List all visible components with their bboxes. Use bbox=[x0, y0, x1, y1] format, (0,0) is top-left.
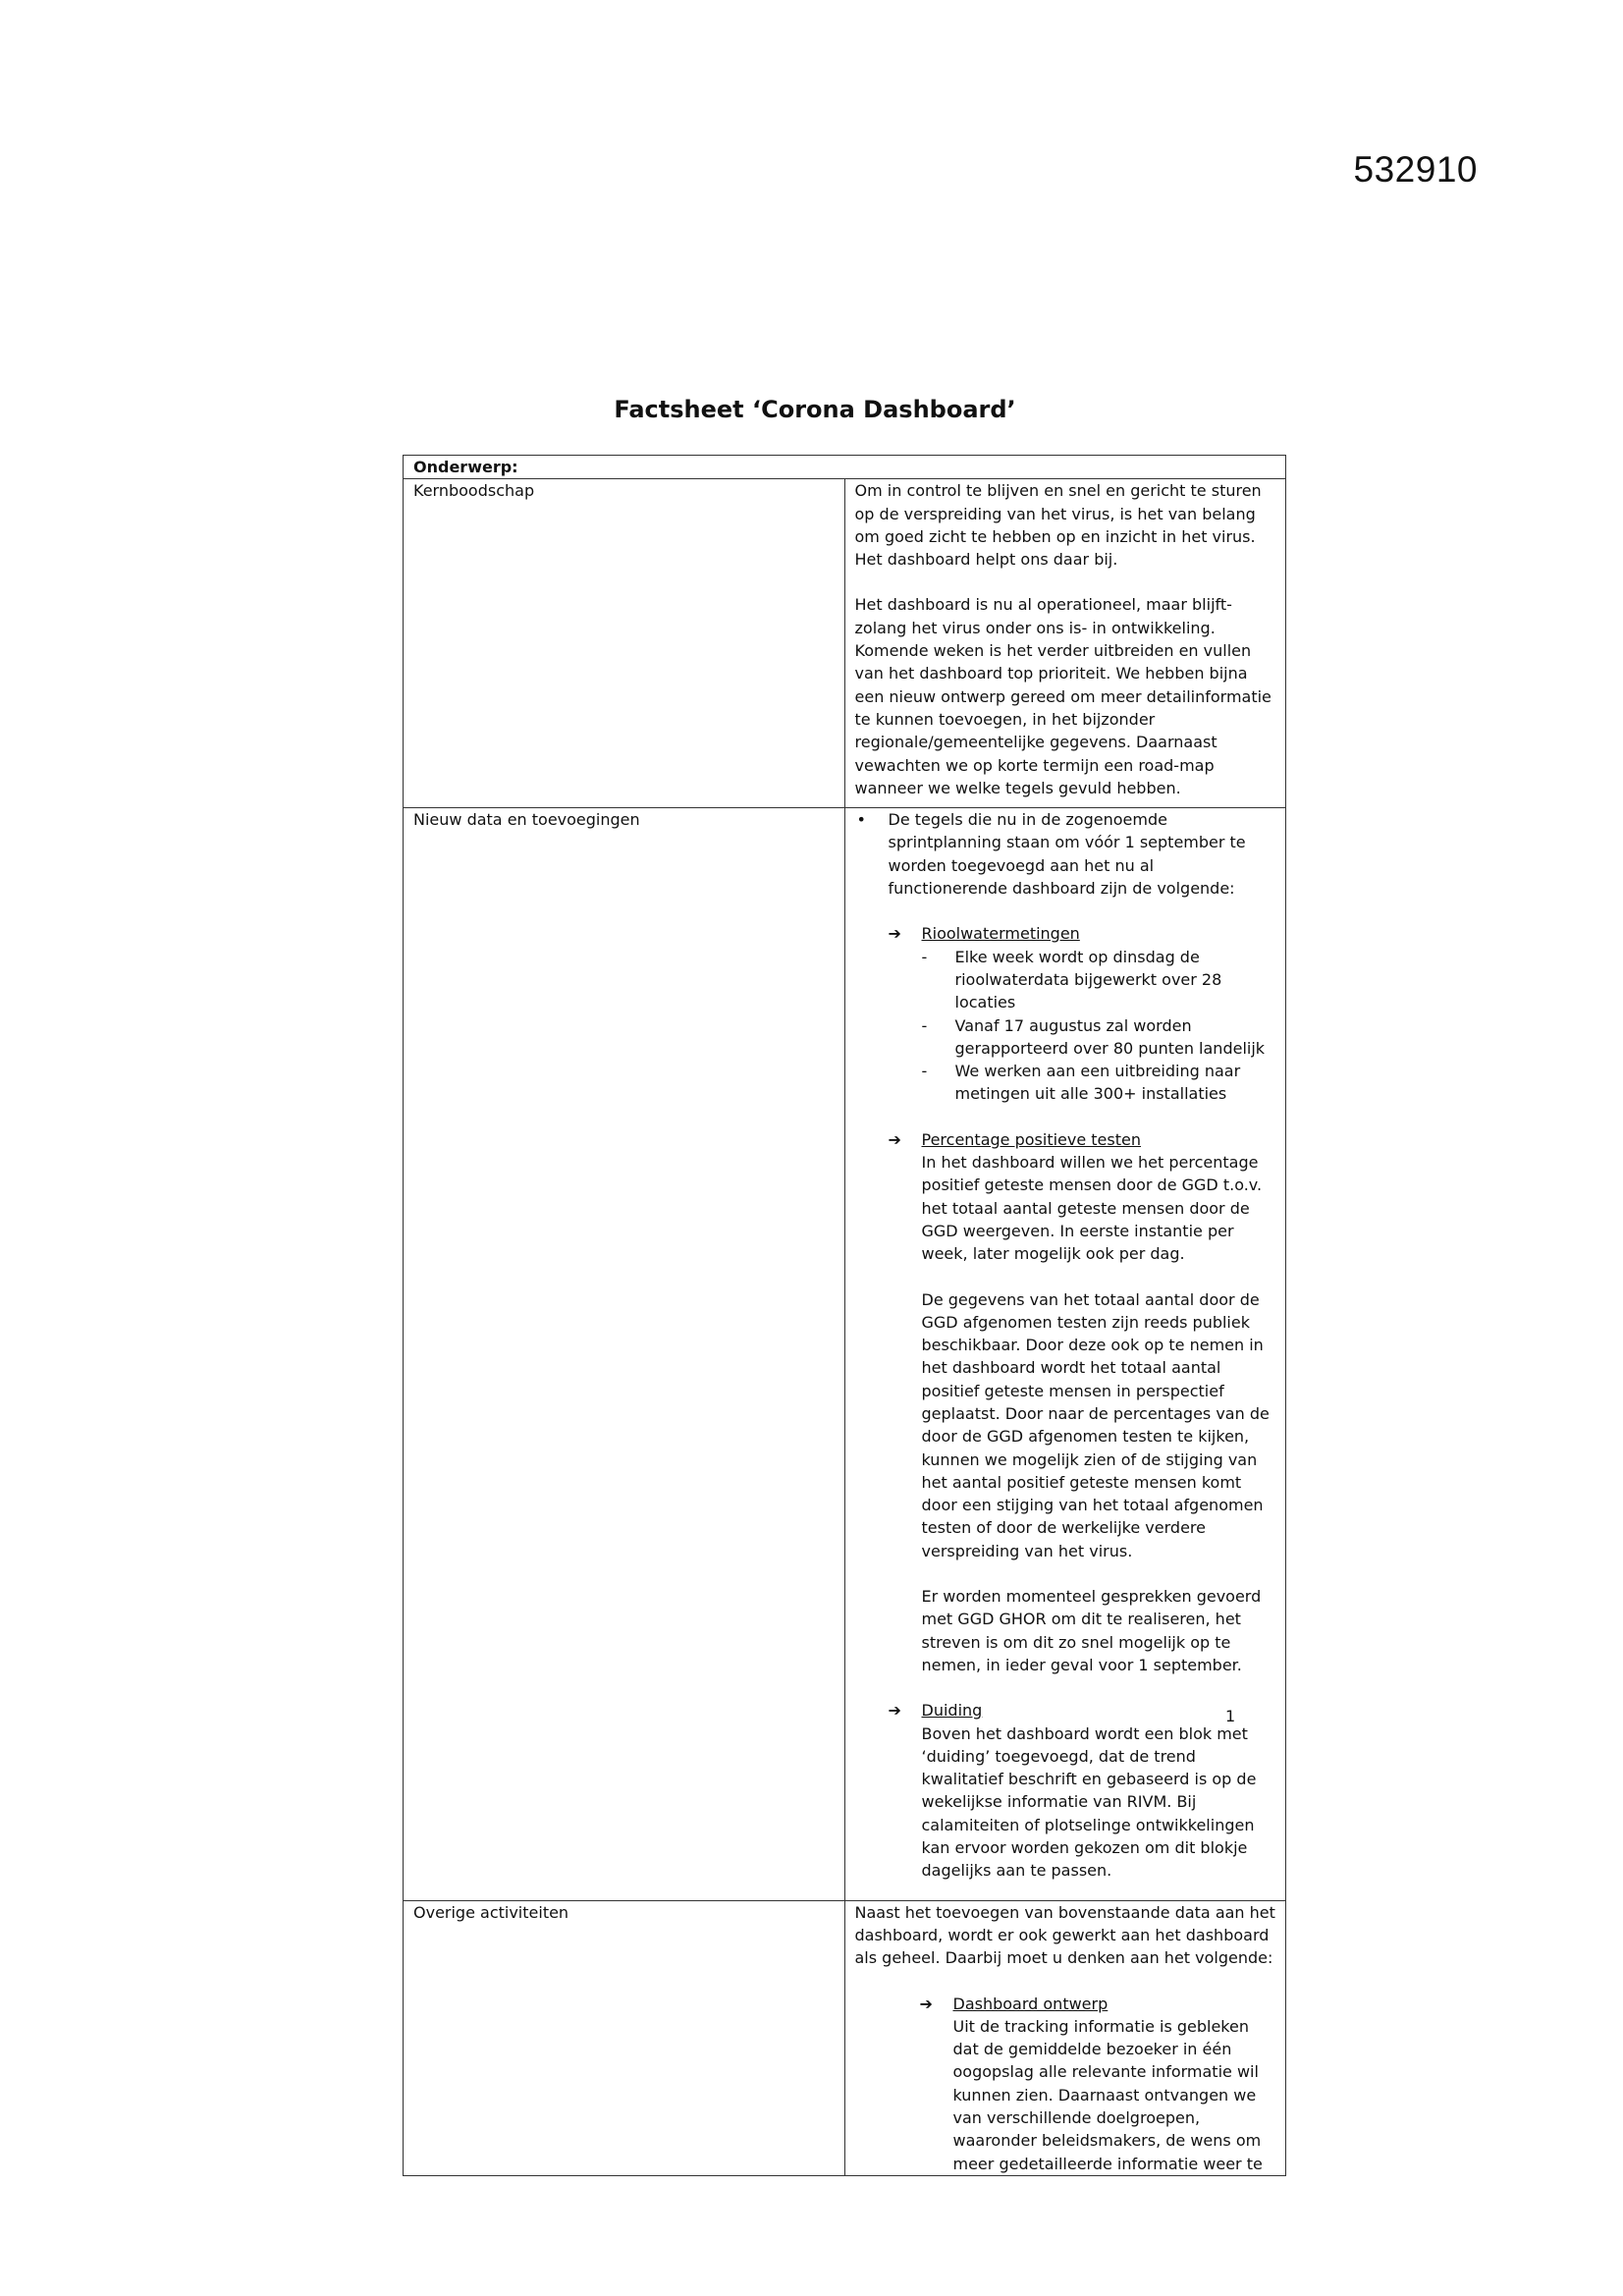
riool-item-1: Elke week wordt op dinsdag de rioolwaterdata bijgewerkt over 28 locaties bbox=[954, 947, 1222, 1012]
duiding-text: Boven het dashboard wordt een blok met ‘duiding’ toegevoegd, dat de trend kwalitatief beschrift en gebaseerd is op de wekelijkse informatie van RIVM. Bij calamiteiten of plotselinge ontwikkelingen kan ervoor worden gekozen om dit blokje dagelijks aan te passen. bbox=[921, 1723, 1257, 1881]
arrow-icon: ➔ bbox=[919, 1994, 933, 2013]
percentage-paragraph-3: Er worden momenteel gesprekken gevoerd met GGD GHOR om dit te realiseren, het streven is om dit zo snel mogelijk op te nemen, in ieder geval voor 1 september. bbox=[921, 1587, 1262, 1674]
arrow-icon: ➔ bbox=[888, 1129, 901, 1149]
table-row-nieuw bbox=[404, 808, 1286, 1900]
subject-header: Onderwerp: bbox=[404, 456, 1286, 479]
kernboodschap-paragraph-1: Om in control te blijven en snel en gericht te sturen op de verspreiding van het virus, is het van belang om goed zicht te hebben op en inzicht in het virus. Het dashboard helpt ons daar bij. bbox=[854, 481, 1262, 570]
bullet-icon: • bbox=[856, 810, 866, 830]
dash-icon: - bbox=[921, 947, 928, 966]
dash-icon: - bbox=[921, 1015, 928, 1035]
label-nieuw: Nieuw data en toevoegingen bbox=[404, 808, 845, 1900]
ontwerp-text: Uit de tracking informatie is gebleken dat de gemiddelde bezoeker in één oogopslag alle relevante informatie wil kunnen zien. Daarnaast ontvangen we van verschillende doelgroepen, waaronder beleidsmakers, de wens om meer gedetailleerde informatie weer te bbox=[952, 2016, 1263, 2173]
subject-row bbox=[404, 456, 1286, 479]
factsheet-table bbox=[403, 455, 1286, 2176]
bullet-item bbox=[855, 808, 1278, 900]
riool-item-3: We werken aan een uitbreiding naar metingen uit alle 300+ installaties bbox=[954, 1062, 1241, 1104]
percentage-paragraph-2: De gegevens van het totaal aantal door de GGD afgenomen testen zijn reeds publiek beschikbaar. Door deze ook op te nemen in het dashboard wordt het totaal aantal positief geteste mensen in perspectief geplaatst. Door naar de percentages van de door de GGD afgenomen testen te kijken, kunnen we mogelijk zien of de stijging van het aantal positief geteste mensen komt door een stijging van het totaal afgenomen testen of door de werkelijke verdere verspreiding van het virus. bbox=[921, 1289, 1270, 1560]
section-duiding bbox=[855, 1699, 1278, 1882]
table-row-kernboodschap bbox=[404, 479, 1286, 808]
dash-icon: - bbox=[921, 1062, 928, 1081]
percentage-paragraph-1: In het dashboard willen we het percentage positief geteste mensen door de GGD t.o.v. het totaal aantal geteste mensen door de GGD weergeven. In eerste instantie per week, later mogelijk ook per dag. bbox=[921, 1153, 1263, 1264]
section-percentage bbox=[855, 1128, 1278, 1677]
heading-percentage: Percentage positieve testen bbox=[921, 1129, 1141, 1149]
section-riool bbox=[855, 922, 1278, 1105]
arrow-icon: ➔ bbox=[888, 924, 901, 944]
list-item bbox=[922, 946, 1278, 1014]
document-number: 532910 bbox=[1353, 149, 1478, 190]
table-row-overige bbox=[404, 1900, 1286, 2175]
content-overige bbox=[844, 1900, 1286, 2175]
heading-riool: Rioolwatermetingen bbox=[921, 924, 1080, 944]
label-kernboodschap: Kernboodschap bbox=[404, 479, 845, 808]
heading-duiding: Duiding bbox=[921, 1701, 983, 1721]
list-item bbox=[922, 1014, 1278, 1061]
document-title: Factsheet ‘Corona Dashboard’ bbox=[614, 396, 1016, 423]
section-dashboard-ontwerp bbox=[855, 1993, 1278, 2175]
bullet-text: De tegels die nu in de zogenoemde sprintplanning staan om vóór 1 september te worden toegevoegd aan het nu al functionerende dashboard zijn de volgende: bbox=[888, 810, 1246, 899]
list-item bbox=[922, 1060, 1278, 1106]
page-number: 1 bbox=[1225, 1707, 1236, 1725]
overige-intro: Naast het toevoegen van bovenstaande data aan het dashboard, wordt er ook gewerkt aan het dashboard als geheel. Daarbij moet u denken aan het volgende: bbox=[854, 1902, 1275, 1968]
arrow-icon: ➔ bbox=[888, 1701, 901, 1721]
heading-ontwerp: Dashboard ontwerp bbox=[952, 1994, 1109, 2013]
kernboodschap-paragraph-2: Het dashboard is nu al operationeel, maar blijft- zolang het virus onder ons is- in ontwikkeling. Komende weken is het verder uitbreiden en vullen van het dashboard top prioriteit. We hebben bijna een nieuw ontwerp gereed om meer detailinformatie te kunnen toevoegen, in het bijzonder regionale/gemeentelijke gegevens. Daarnaast vewachten we op korte termijn een road-map wanneer we welke tegels gevuld hebben. bbox=[854, 595, 1271, 797]
content-nieuw bbox=[844, 808, 1286, 1900]
riool-item-2: Vanaf 17 augustus zal worden gerapporteerd over 80 punten landelijk bbox=[954, 1015, 1266, 1058]
label-overige: Overige activiteiten bbox=[404, 1900, 845, 2175]
content-kernboodschap bbox=[844, 479, 1286, 808]
